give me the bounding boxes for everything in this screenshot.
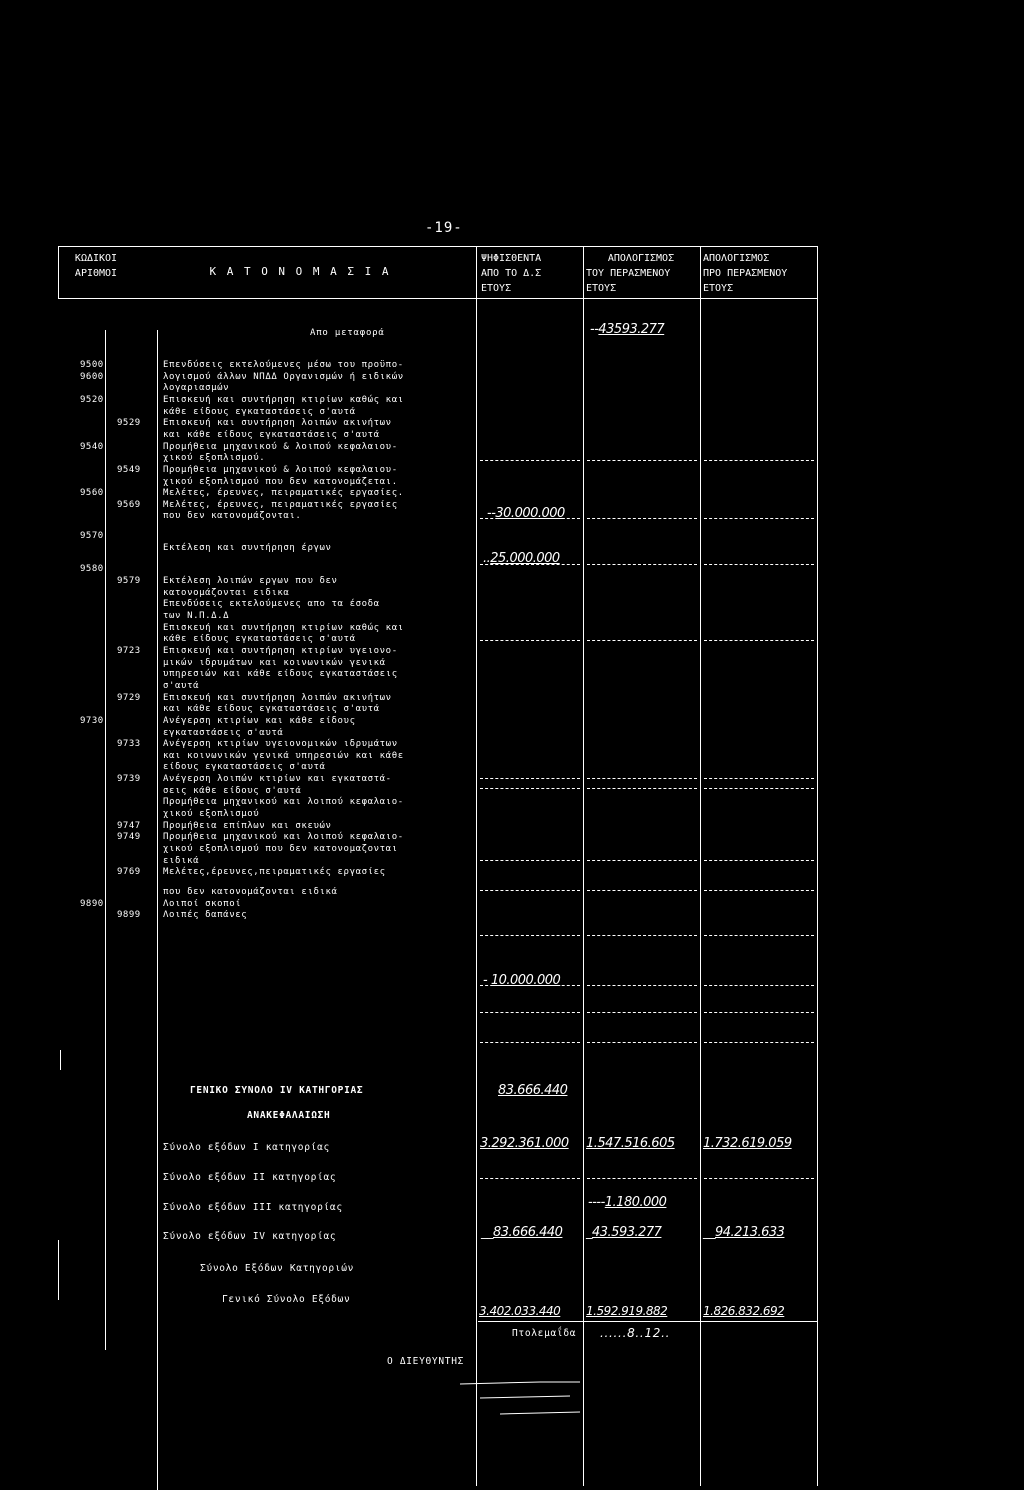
empty-amount-dash xyxy=(704,788,814,789)
cat4-label: Σύνολο εξόδων IV κατηγορίας xyxy=(163,1231,337,1242)
row-code1: 9520 xyxy=(80,394,104,405)
cat4-v2-value: 43.593.277 xyxy=(592,1225,662,1240)
row-description: μικών ιδρυμάτων και κοινωνικών γενικά xyxy=(163,657,386,668)
row-code1: 9730 xyxy=(80,715,104,726)
row-description: εγκαταστάσεις σ'αυτά xyxy=(163,727,284,738)
row-description: χικού εξοπλισμού. xyxy=(163,453,266,464)
cat4-v2: _43.593.277 xyxy=(586,1225,662,1240)
empty-amount-dash xyxy=(480,460,580,461)
row-code2: 9749 xyxy=(117,832,141,843)
row-description: Προμήθεια μηχανικού & λοιπού κεφαλαιου- xyxy=(163,441,398,452)
header-voted-line2: ΑΠΟ ΤΟ Δ.Σ xyxy=(481,268,542,279)
grand-v3 xyxy=(703,1304,784,1318)
amount-9569: ..25.000.000 xyxy=(483,551,560,566)
row-description: είδους εγκαταστάσεις σ'αυτά xyxy=(163,762,326,773)
header-voted-line1: ΨΗΦΙΣΘΕΝΤΑ xyxy=(481,253,542,264)
grand-v2-value: 1.592.919.882 xyxy=(586,1304,668,1318)
empty-amount-dash xyxy=(587,778,697,779)
carry-forward-value: 43593.277 xyxy=(598,322,665,337)
header-prev2-line1: ΑΠΟΛΟΓΙΣΜΟΣ xyxy=(703,253,770,264)
amount-9569-value: 25.000.000 xyxy=(490,551,560,566)
empty-amount-dash xyxy=(704,935,814,936)
header-code xyxy=(66,251,126,297)
col-divider-3 xyxy=(700,246,701,1486)
page-number: -19- xyxy=(425,220,463,236)
row-description: Επισκευή και συντήρηση λοιπών ακινήτων xyxy=(163,692,392,703)
cat3-label: Σύνολο εξόδων III κατηγορίας xyxy=(163,1202,343,1213)
row-code1: 9890 xyxy=(80,898,104,909)
empty-amount-dash xyxy=(704,778,814,779)
row-description: χικού εξοπλισμού που δεν κατονομάζεται. xyxy=(163,476,398,487)
header-prev-line2: ΤΟΥ ΠΕΡΑΣΜΕΝΟΥ xyxy=(586,268,671,279)
cat3-v1-value: 1.180.000 xyxy=(604,1195,667,1210)
cat1-v1-value: 3.292.361.000 xyxy=(480,1136,569,1151)
empty-amount-dash xyxy=(587,640,697,641)
row-code2: 9579 xyxy=(117,576,141,587)
row-description: Εκτέλεση και συντήρηση έργων xyxy=(163,542,332,553)
signature-icon xyxy=(440,1370,600,1420)
row-code2: 9747 xyxy=(117,820,141,831)
row-description: Εκτέλεση λοιπών εργων που δεν xyxy=(163,576,338,587)
row-code2: 9739 xyxy=(117,774,141,785)
empty-amount-dash xyxy=(480,640,580,641)
header-prev-year xyxy=(586,251,696,297)
empty-amount-dash xyxy=(704,1178,814,1179)
row-description: Ανέγερση κτιρίων και κάθε είδους xyxy=(163,715,356,726)
row-description: Επισκευή και συντήρηση κτιρίων καθώς και xyxy=(163,622,404,633)
empty-amount-dash xyxy=(480,1012,580,1013)
row-code2: 9733 xyxy=(117,739,141,750)
empty-amount-dash xyxy=(480,788,580,789)
row-code1: 9580 xyxy=(80,564,104,575)
row-code2: 9729 xyxy=(117,692,141,703)
row-description: σ'αυτά xyxy=(163,680,200,691)
row-code2: 9569 xyxy=(117,499,141,510)
empty-amount-dash xyxy=(587,1178,697,1179)
place-date-value: ......8..12.. xyxy=(600,1326,671,1340)
empty-amount-dash xyxy=(480,1178,580,1179)
header-prev2-line3: ΕΤΟΥΣ xyxy=(703,283,734,294)
empty-amount-dash xyxy=(587,788,697,789)
row-code2: 9549 xyxy=(117,464,141,475)
empty-amount-dash xyxy=(704,890,814,891)
row-description: Ανέγερση κτιρίων υγειονομικών ιδρυμάτων xyxy=(163,739,398,750)
row-description: κατονομάζονται ειδικα xyxy=(163,587,290,598)
empty-amount-dash xyxy=(480,890,580,891)
table-top-border xyxy=(58,246,818,247)
grand-total-label: Γενικό Σύνολο Εξόδων xyxy=(222,1294,351,1305)
row-description: υπηρεσιών και κάθε είδους εγκαταστάσεις xyxy=(163,669,398,680)
empty-amount-dash xyxy=(480,935,580,936)
cat4-v3-value: 94.213.633 xyxy=(715,1225,785,1240)
col-divider-1 xyxy=(476,246,477,1486)
cat4-v1-value: 83.666.440 xyxy=(493,1225,563,1240)
table-right-border xyxy=(817,246,818,1486)
row-description: Προμήθεια επίπλων και σκευών xyxy=(163,820,332,831)
row-description: Λοιπές δαπάνες xyxy=(163,910,248,921)
header-code-line2: ΑΡΙΘΜΟΙ xyxy=(74,268,118,279)
row-description: Επισκευή και συντήρηση λοιπών ακινήτων xyxy=(163,418,392,429)
amount-9749-value: 10.000.000 xyxy=(490,973,561,988)
empty-amount-dash xyxy=(587,1012,697,1013)
row-description: Επενδύσεις εκτελούμενες απο τα έσοδα xyxy=(163,599,380,610)
empty-amount-dash xyxy=(587,460,697,461)
carry-forward-label: Απο μεταφορά xyxy=(310,328,385,338)
row-description: κάθε είδους εγκαταστάσεις σ'αυτά xyxy=(163,406,356,417)
row-description: Επισκευή και συντήρηση κτιρίων υγειονο- xyxy=(163,645,398,656)
header-voted xyxy=(481,251,577,297)
cat4-v3: __94.213.633 xyxy=(703,1225,785,1240)
header-prev2-line2: ΠΡΟ ΠΕΡΑΣΜΕΝΟΥ xyxy=(703,268,788,279)
empty-amount-dash xyxy=(587,860,697,861)
empty-amount-dash xyxy=(587,564,697,565)
cat1-v2 xyxy=(586,1136,675,1151)
sum-categories-label: Σύνολο Εξόδων Κατηγοριών xyxy=(200,1263,355,1274)
row-description: Επισκευή και συντήρηση κτιρίων καθώς και xyxy=(163,394,404,405)
row-description: Ανέγερση λοιπών κτιρίων και εγκαταστά- xyxy=(163,774,392,785)
grand-v1-value: 3.402.033.440 xyxy=(479,1304,561,1318)
cat1-v3 xyxy=(703,1136,792,1151)
empty-amount-dash xyxy=(704,1012,814,1013)
empty-amount-dash xyxy=(587,935,697,936)
empty-amount-dash xyxy=(587,890,697,891)
row-description: Προμήθεια μηχανικού και λοιπού κεφαλαιο- xyxy=(163,832,404,843)
cat1-v1 xyxy=(480,1136,569,1151)
margin-mark-1 xyxy=(58,1240,59,1300)
row-description: και κοινωνικών γενικά υπηρεσιών και κάθε xyxy=(163,750,404,761)
place-date-label: Πτολεμαΐδα xyxy=(512,1328,577,1339)
cat2-label: Σύνολο εξόδων II κατηγορίας xyxy=(163,1172,337,1183)
row-description: Μελέτες, έρευνες, πειραματικές εργασίες xyxy=(163,499,398,510)
general-total-value xyxy=(498,1083,567,1098)
row-code1: 9540 xyxy=(80,441,104,452)
header-prev-line1: ΑΠΟΛΟΓΙΣΜΟΣ xyxy=(607,253,675,264)
row-description: λογαριασμών xyxy=(163,383,230,394)
row-description: Λοιποί σκοποί xyxy=(163,898,242,909)
row-description: ειδικά xyxy=(163,855,200,866)
empty-amount-dash xyxy=(704,518,814,519)
grand-v2 xyxy=(586,1304,667,1318)
empty-amount-dash xyxy=(587,1042,697,1043)
row-code1: 9600 xyxy=(80,371,104,382)
header-code-line1: ΚΩΔΙΚΟΙ xyxy=(74,253,118,264)
row-description: χικού εξοπλισμού που δεν κατονομαζονται xyxy=(163,844,398,854)
row-description: που δεν κατονομάζονται. xyxy=(163,511,302,522)
grand-total-underline xyxy=(478,1321,818,1322)
row-code2: 9769 xyxy=(117,867,141,878)
header-prev-line3: ΕΤΟΥΣ xyxy=(586,283,617,294)
cat3-v1: ----1.180.000 xyxy=(588,1195,667,1210)
empty-amount-dash xyxy=(704,1042,814,1043)
row-code2: 9899 xyxy=(117,910,141,921)
row-description: και κάθε είδους εγκαταστάσεις σ'αυτά xyxy=(163,429,380,440)
amount-9549: --30.000.000 xyxy=(487,506,565,521)
row-code1: 9560 xyxy=(80,488,104,499)
header-voted-line3: ΕΤΟΥΣ xyxy=(481,283,512,294)
general-total-amount: 83.666.440 xyxy=(498,1083,568,1098)
row-description: και κάθε είδους εγκαταστάσεις σ'αυτά xyxy=(163,704,380,715)
row-description: χικού εξοπλισμού xyxy=(163,809,260,820)
amount-9549-value: 30.000.000 xyxy=(495,506,565,521)
grand-v1 xyxy=(479,1304,560,1318)
row-code2: 9723 xyxy=(117,645,141,656)
empty-amount-dash xyxy=(704,860,814,861)
row-description: Μελέτες,έρευνες,πειραματικές εργασίες xyxy=(163,867,386,878)
cat1-label: Σύνολο εξόδων I κατηγορίας xyxy=(163,1142,330,1153)
row-description: Μελέτες, έρευνες, πειραματικές εργασίες. xyxy=(163,488,404,499)
director-label: Ο ΔΙΕΥΘΥΝΤΗΣ xyxy=(387,1356,465,1367)
header-prev2-year xyxy=(703,251,815,297)
empty-amount-dash xyxy=(480,860,580,861)
empty-amount-dash xyxy=(704,985,814,986)
empty-amount-dash xyxy=(704,460,814,461)
row-description: των Ν.Π.Δ.Δ xyxy=(163,611,230,621)
empty-amount-dash xyxy=(480,778,580,779)
row-description: σεις κάθε είδους σ'αυτά xyxy=(163,785,302,796)
row-description: Προμήθεια μηχανικού & λοιπού κεφαλαιου- xyxy=(163,464,398,475)
code-col-divider xyxy=(105,330,106,1350)
row-description: Επενδύσεις εκτελούμενες μέσω του προϋπο- xyxy=(163,360,404,370)
amount-9749: - 10.000.000 xyxy=(483,973,561,988)
empty-amount-dash xyxy=(704,564,814,565)
row-code2: 9529 xyxy=(117,418,141,429)
header-bottom-border xyxy=(58,298,818,299)
cat1-v2-value: 1.547.516.605 xyxy=(586,1136,675,1151)
empty-amount-dash xyxy=(587,518,697,519)
empty-amount-dash xyxy=(704,640,814,641)
row-description: που δεν κατονομάζονται ειδικά xyxy=(163,886,338,897)
grand-v3-value: 1.826.832.692 xyxy=(703,1304,785,1318)
recap-label: ΑΝΑΚΕΦΑΛΑΙΩΣΗ xyxy=(247,1110,331,1121)
row-code1: 9570 xyxy=(80,531,104,542)
row-description: κάθε είδους εγκαταστάσεις σ'αυτά xyxy=(163,634,356,645)
margin-mark-2 xyxy=(60,1050,61,1070)
general-total-label: ΓΕΝΙΚΟ ΣΥΝΟΛΟ IV ΚΑΤΗΓΟΡΙΑΣ xyxy=(190,1085,364,1096)
table-left-border xyxy=(58,246,59,299)
empty-amount-dash xyxy=(480,1042,580,1043)
row-description: λογισμού άλλων ΝΠΔΔ Οργανισμών ή ειδικών xyxy=(163,371,404,382)
col-divider-2 xyxy=(583,246,584,1486)
cat4-v1: __83.666.440 xyxy=(481,1225,563,1240)
cat1-v3-value: 1.732.619.059 xyxy=(703,1136,792,1151)
header-name: Κ Α Τ Ο Ν Ο Μ Α Σ Ι Α xyxy=(209,265,391,278)
empty-amount-dash xyxy=(587,985,697,986)
carry-forward-amount: --43593.277 xyxy=(590,322,665,337)
desc-col-divider xyxy=(157,330,158,1490)
row-description: Προμήθεια μηχανικού και λοιπού κεφαλαιο- xyxy=(163,797,404,808)
row-code1: 9500 xyxy=(80,360,104,370)
